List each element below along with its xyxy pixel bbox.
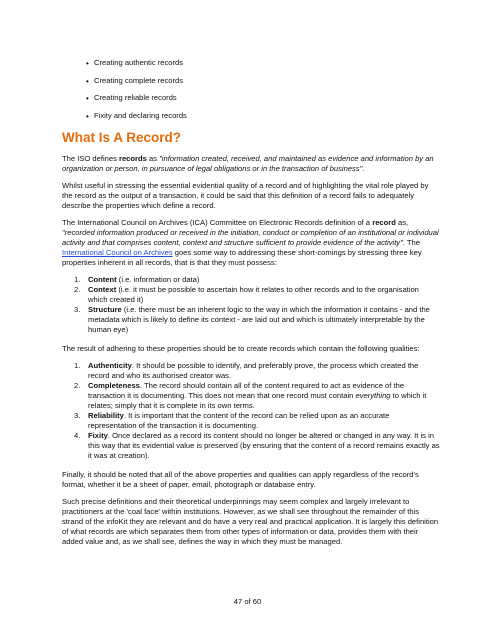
list-item — [62, 381, 440, 411]
bold-term: Context — [88, 285, 117, 294]
bullet-item — [62, 111, 440, 129]
emphasis-word: everything — [355, 391, 391, 400]
list-number: 1. — [74, 361, 81, 370]
bullet-list — [62, 58, 440, 128]
bold-term: Fixity — [88, 431, 108, 440]
text-run: as, — [395, 218, 409, 227]
text-run: (i.e. there must be an inherent logic to the way in which the information it contains - and the metadata which is likely to define its context - are laid out and which is ultimately interpretable by the human eye) — [88, 305, 430, 334]
bullet-text: Creating complete records — [94, 75, 184, 85]
text-run: . It is important that the content of the record can be relied upon as an accurate representation of the transaction it is documenting. — [88, 411, 390, 430]
list-number: 3. — [74, 411, 81, 420]
bullet-dot-icon: • — [86, 111, 89, 121]
bold-term: Completeness — [88, 381, 140, 390]
list-item — [62, 431, 440, 461]
list-number: 2. — [74, 381, 81, 390]
critique-paragraph: Whilst useful in stressing the essential evidential quality of a record and of highlighting the vital role played by the record as the output of a transaction, it could be said that this definition of a record fails to adequately describe the properties which define a record. — [62, 181, 429, 210]
bold-term: Authenticity — [88, 361, 132, 370]
list-item — [62, 285, 440, 305]
text-run: . The — [402, 238, 420, 247]
text-run: (i.e. it must be possible to ascertain how it relates to other records and to the organisation which created it) — [88, 285, 419, 304]
bullet-item — [62, 58, 440, 76]
text-run: as — [146, 154, 160, 163]
list-number: 2. — [74, 285, 81, 294]
list-item — [62, 361, 440, 381]
quoted-definition: "information created, received, and maintained as evidence and information by an organization or person, in pursuance of legal obligations or in the transaction of business" — [62, 154, 434, 173]
text-run: to which it relates; simply that it is complete in its own terms. — [88, 391, 427, 410]
properties-list — [62, 275, 440, 335]
list-number: 3. — [74, 305, 81, 314]
page-number: 47 of 60 — [233, 597, 262, 606]
bold-term: Reliability — [88, 411, 124, 420]
format-paragraph: Finally, it should be noted that all of the above properties and qualities can apply regardless of the record's format, whether it be a sheet of paper, email, photograph or database entry. — [62, 470, 419, 489]
bold-term: Content — [88, 275, 117, 284]
bold-term: records — [118, 154, 147, 163]
bold-term: record — [372, 218, 396, 227]
text-run: The International Council on Archives (ICA) Committee on Electronic Records definition of a — [62, 218, 373, 227]
bullet-text: Fixity and declaring records — [94, 110, 187, 120]
text-run: (i.e. information or data) — [116, 275, 200, 284]
section-heading: What Is A Record? — [62, 130, 182, 145]
text-run: . — [362, 164, 365, 173]
ica-link[interactable]: International Council on Archives — [62, 248, 173, 257]
text-run: . The record should contain all of the content required to act as evidence of the transaction it is documenting. This does not mean that one record must contain — [88, 381, 405, 400]
bullet-dot-icon: • — [86, 59, 89, 68]
list-number: 1. — [74, 275, 81, 284]
bold-term: Structure — [88, 305, 122, 314]
list-item — [62, 305, 440, 335]
ica-definition-paragraph — [62, 218, 440, 268]
bullet-text: Creating authentic records — [94, 58, 184, 67]
practitioners-paragraph: Such precise definitions and their theoretical underpinnings may seem complex and largely irrelevant to practitioners at the 'coal face' within institutions. However, as we shall see throughout the remainder of this strand of the infoKit they are relevant and do have a very real and practical application. It is largely this definition of what records are which separates them from other types of information or data, provides them with their added value and, as we shall see, defines the way in which they must be managed. — [62, 497, 439, 546]
bullet-dot-icon: • — [86, 76, 89, 86]
text-run: . It should be possible to identify, and preferably prove, the process which created the record and who its authorised creator was. — [88, 361, 419, 380]
bullet-text: Creating reliable records — [94, 93, 177, 102]
text-run: goes some way to addressing these short-comings by stressing three key properties inherent in all records, that is that they must possess: — [62, 248, 422, 267]
list-item — [62, 411, 440, 431]
text-run: The ISO defines — [62, 154, 119, 163]
bullet-item — [62, 93, 440, 111]
qualities-intro-paragraph: The result of adhering to these properties should be to create records which contain the following qualities: — [62, 344, 420, 353]
list-number: 4. — [74, 431, 81, 440]
document-page — [62, 58, 440, 554]
iso-definition-paragraph — [62, 154, 440, 174]
list-item — [62, 275, 440, 285]
bullet-item — [62, 76, 440, 94]
text-run: . Once declared as a record its content should no longer be altered or changed in any way. It is in this way that its evidential value is preserved (by ensuring that the content of a record remains exactly as it was at creation). — [88, 431, 440, 460]
bullet-dot-icon: • — [86, 94, 89, 103]
qualities-list — [62, 361, 440, 461]
quoted-definition: "recorded information produced or received in the initiation, conduct or completion of an institutional or individual activity and that comprises content, context and structure sufficient to provide evidence of the activity" — [62, 228, 439, 247]
